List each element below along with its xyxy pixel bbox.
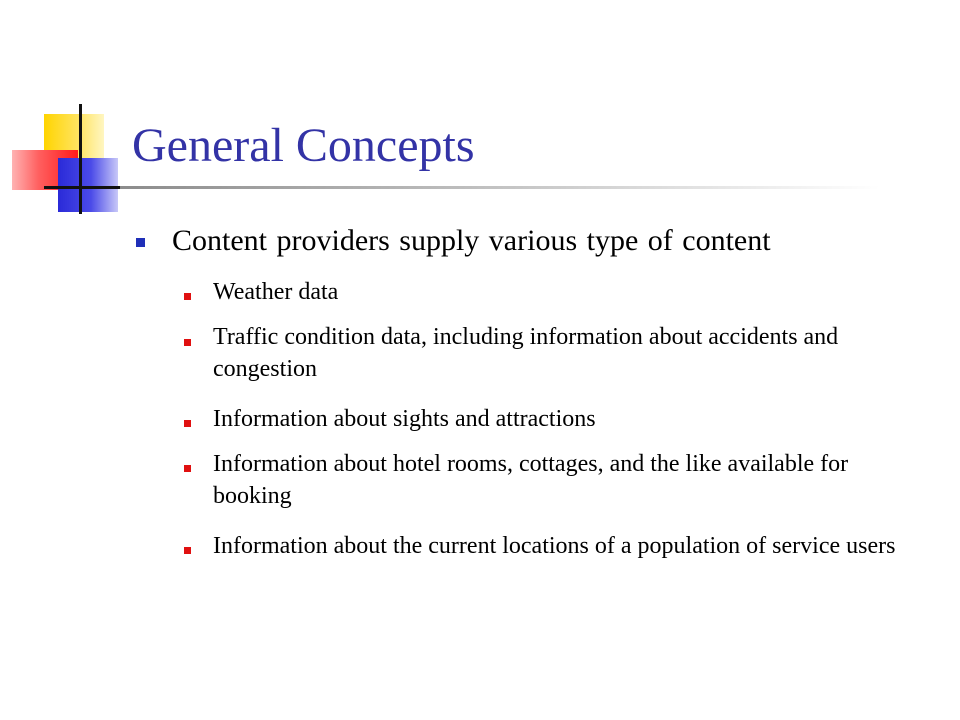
sub-bullet-item: Information about hotel rooms, cottages, and the like available for booking [213,451,849,509]
vertical-line [79,104,82,214]
sub-bullet-item: Information about sights and attractions [213,406,596,432]
title-underline [120,186,880,189]
sub-bullet-item: Weather data [213,279,339,305]
sub-bullet-square-icon [184,293,191,300]
horizontal-line [44,186,120,189]
decorative-logo [0,0,140,220]
sub-bullet-item: Information about the current locations of a population of service users [213,533,896,559]
blue-square [58,158,118,212]
sub-bullet-square-icon [184,420,191,427]
bullet-square-icon [136,238,145,247]
main-bullet-text: Content providers supply various type of content [172,224,771,257]
sub-bullet-square-icon [184,465,191,472]
slide-title: General Concepts [132,119,475,172]
sub-bullet-item: Traffic condition data, including information about accidents and congestion [213,324,839,382]
sub-bullet-square-icon [184,547,191,554]
sub-bullet-square-icon [184,339,191,346]
